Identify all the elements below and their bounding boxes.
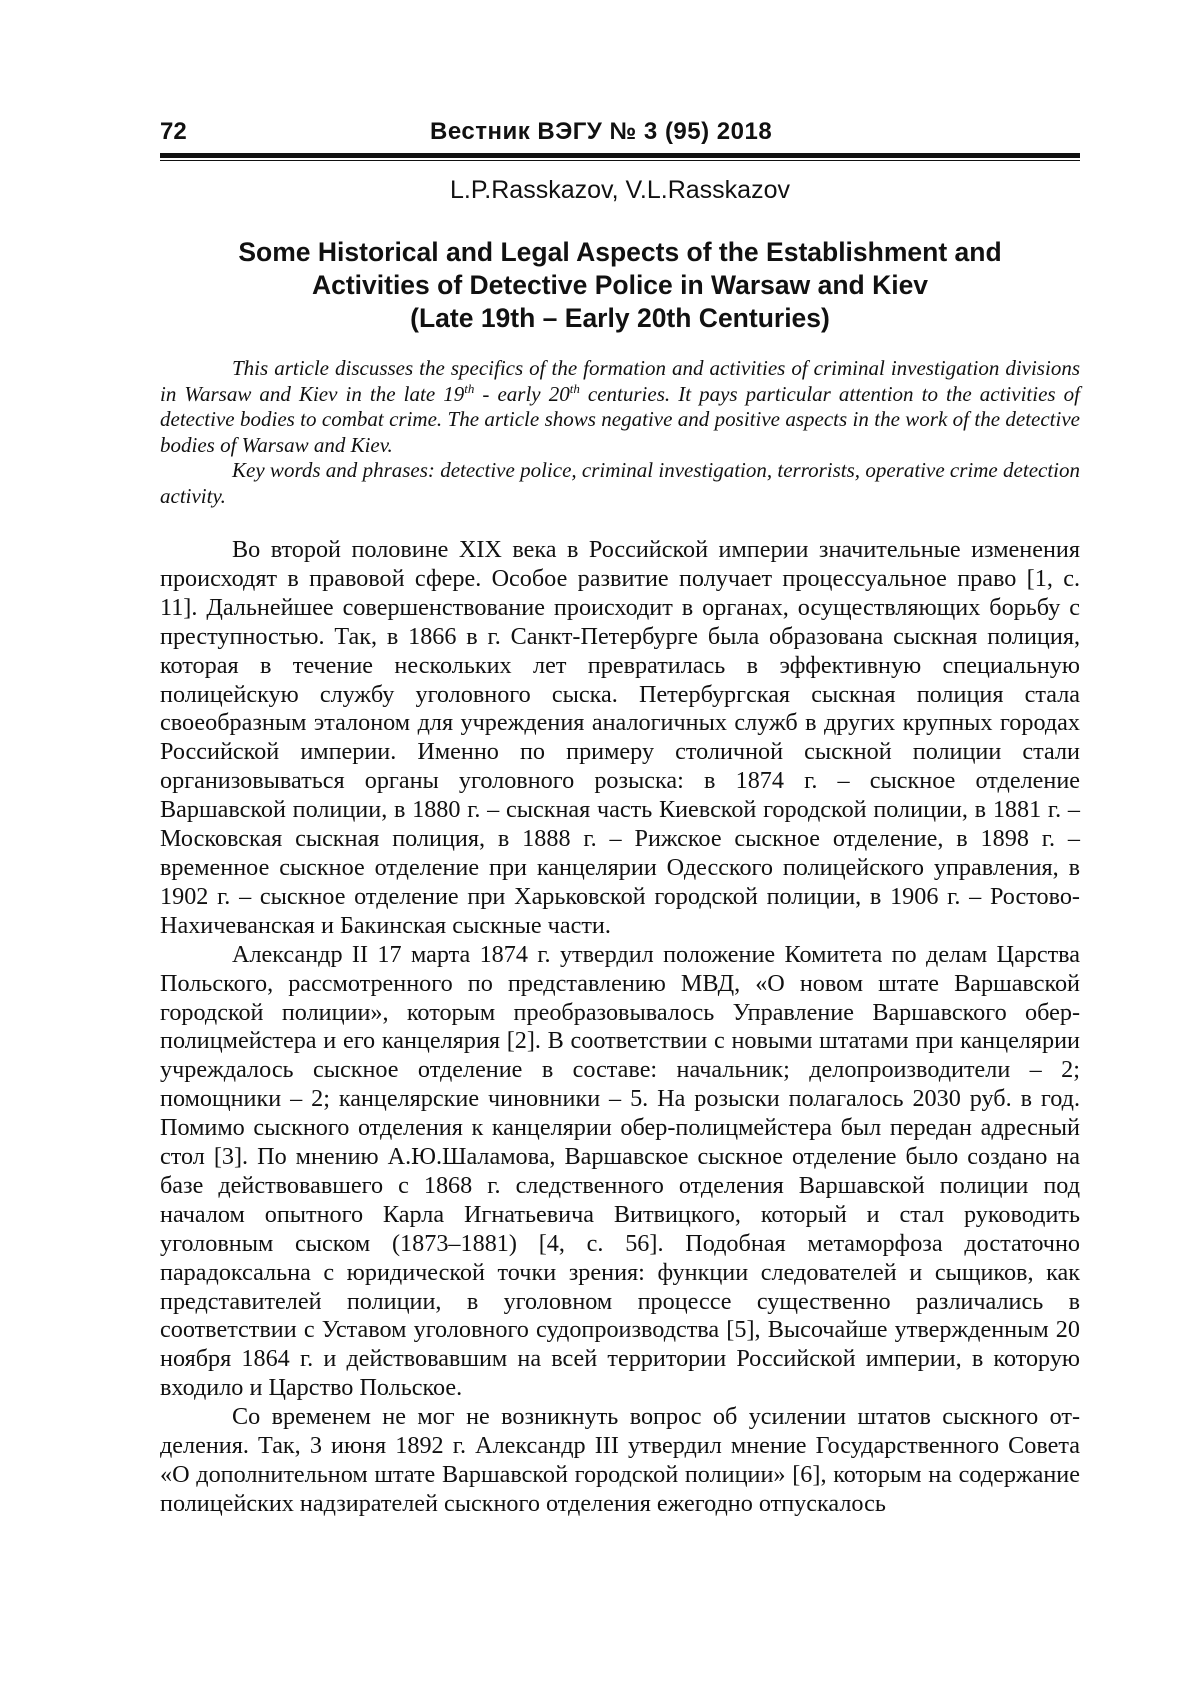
body-paragraph: Александр II 17 марта 1874 г. утвердил положение Комитета по делам Царства Польского, рассмотренного по представлению МВД, «О новом штате Варшавской городской полиции», которым преобразовывалось Управление Варшавского обер-полицмейстера и его канцелярия [2]. В соответствии с новыми штатами при канцелярии учреждалось сыскное отделение в составе: начальник; делопроизводители – 2; помощники – 2; канцелярские чиновники – 5. На розыски полагалось 2030 руб. в год. Помимо сыскного отделения к канцелярии обер-полицмейстера был передан адресный стол [3]. По мнению А.Ю.Шаламова, Варшавское сыскное отделение было создано на базе действовавшего с 1868 г. следственного отделения Варшавской полиции под началом опытного Карла Игнатьевича Витвицкого, который и стал руководить уголовным сыском (1873–1881) [4, с. 56]. Подобная метаморфоза достаточно парадоксальна с юридической точки зрения: функции следователей и сыщиков, как представителей полиции, в уголовном процессе существенно различались в соответствии с Уставом уголовного судопроизводства [5], Высочайше утвержденным 20 ноября 1864 г. и действовавшим на всей территории Российской империи, в которую входило и Царство Польское. xyxy=(160,940,1080,1402)
abstract xyxy=(160,356,1080,509)
header-rule-thick xyxy=(160,153,1080,158)
abstract-text: This article discusses the specifics of the formation and activities of criminal investigation divisions in Warsaw and Kiev in the late 19 xyxy=(160,356,1080,406)
body-paragraph: Со временем не мог не возникнуть вопрос об усилении штатов сыскного отделения. Так, 3 июня 1892 г. Александр III утвердил мнение Государственного Совета «О дополнительном штате Варшавской городской полиции» [6], которым на содержание полицейских надзирателей сыскного отделения ежегодно отпускалось xyxy=(160,1403,1080,1517)
title-line: Activities of Detective Police in Warsaw and Kiev xyxy=(311,270,929,300)
article-title xyxy=(160,236,1080,335)
title-line: Some Historical and Legal Aspects of the Establishment and xyxy=(238,237,1002,267)
superscript: th xyxy=(464,380,475,396)
abstract-paragraph xyxy=(160,356,1080,458)
journal-title: Вестник ВЭГУ № 3 (95) 2018 xyxy=(430,118,773,145)
body-paragraph: Во второй половине XIX века в Российской империи значительные изменения происходят в правовой сфере. Особое развитие получает процессуальное право [1, с. 11]. Дальнейшее совершенствование происходит в органах, осуществляющих борьбу с преступностью. Так, в 1866 в г. Санкт-Петербурге была образована сыскная полиция, которая в течение нескольких лет превратилась в эффективную специальную полицейскую службу уголовного сыска. Петербургская сыскная полиция стала своеобразным эталоном для учреждения аналогичных служб в других крупных городах Российской империи. Именно по примеру столичной сыскной полиции стали организовываться органы уголовного розыска: в 1874 г. – сыскное отделение Варшавской полиции, в 1880 г. – сыскная часть Киевской городской полиции, в 1881 г. – Московская сыскная полиция, в 1888 г. – Рижское сыскное отделение, в 1898 г. – временное сыскное отделение при канцелярии Одесского полицейского управления, в 1902 г. – сыскное отделение при Харьковской городской полиции, в 1906 г. – Ростово-Нахичеванская и Бакинская сыскные части. xyxy=(160,536,1080,939)
superscript: th xyxy=(569,380,580,396)
header-rule-thin xyxy=(160,160,1080,161)
abstract-text: centuries. It pays particular attention to the activities of detective bodies to combat crime. The article shows negative and positive aspects in the work of the detective bodies of Warsaw and Kiev. xyxy=(160,381,1080,457)
article-body xyxy=(160,536,1080,1519)
running-head xyxy=(160,108,1080,148)
keywords-paragraph: Key words and phrases: detective police, criminal investigation, terrorists, operative crime detection activity. xyxy=(160,458,1080,508)
article-authors: L.P.Rasskazov, V.L.Rasskazov xyxy=(450,176,790,204)
title-line: (Late 19th – Early 20th Centuries) xyxy=(410,303,830,333)
page-number: 72 xyxy=(160,118,187,145)
abstract-text: - early 20 xyxy=(474,381,570,406)
